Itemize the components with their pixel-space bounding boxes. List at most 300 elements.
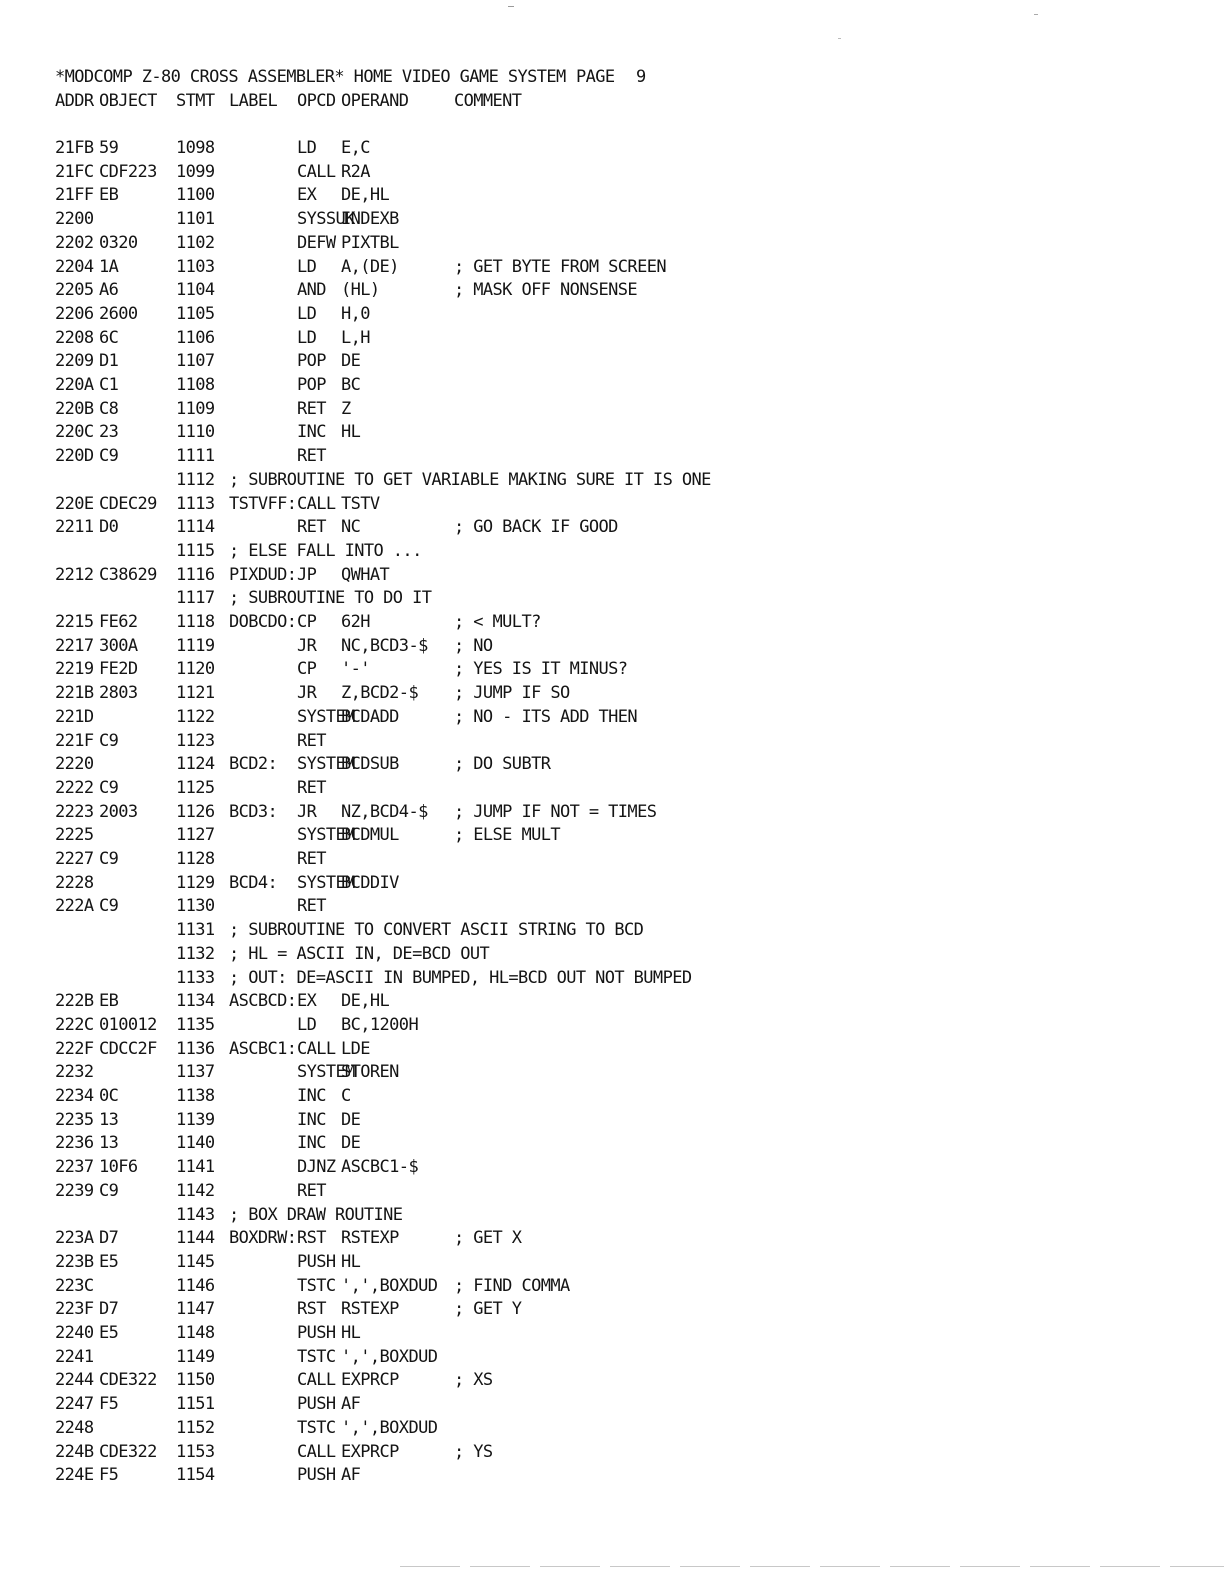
opcode: EX <box>297 185 317 206</box>
object-code: C9 <box>99 1180 119 1201</box>
statement-number: 1098 <box>176 138 215 158</box>
address: 222F <box>55 1038 94 1059</box>
object-code: F5 <box>99 1465 119 1486</box>
address: 2212 <box>55 564 94 585</box>
statement-number: 1110 <box>176 422 215 443</box>
statement-number: 1127 <box>176 825 215 846</box>
opcode: PUSH <box>297 1323 336 1343</box>
listing-line <box>0 398 1224 420</box>
listing-line <box>0 824 1224 846</box>
address: 222C <box>55 1014 94 1035</box>
object-code: 13 <box>99 1109 119 1130</box>
statement-number: 1132 <box>176 943 215 964</box>
opcode: CALL <box>297 1370 336 1391</box>
comment-line: ; SUBROUTINE TO DO IT <box>229 588 432 609</box>
address: 21FC <box>55 161 94 182</box>
column-header-stmt: STMT <box>176 91 215 111</box>
object-code: 6C <box>99 327 119 348</box>
page-number: 9 <box>636 67 646 87</box>
statement-number: 1108 <box>176 375 215 395</box>
object-code: F5 <box>99 1394 119 1415</box>
listing-line <box>0 895 1224 917</box>
statement-number: 1123 <box>176 730 215 751</box>
statement-number: 1099 <box>176 161 215 182</box>
opcode: CALL <box>297 1441 336 1462</box>
address: 21FF <box>55 185 94 206</box>
opcode: INC <box>297 1133 326 1154</box>
address: 2206 <box>55 303 94 324</box>
object-code: EB <box>99 185 119 206</box>
statement-number: 1141 <box>176 1157 215 1178</box>
operand: TSTV <box>341 493 380 514</box>
opcode: RST <box>297 1299 326 1320</box>
statement-number: 1125 <box>176 777 215 798</box>
address: 2220 <box>55 754 94 775</box>
column-header-operand: OPERAND <box>341 91 409 111</box>
statement-number: 1115 <box>176 540 215 561</box>
statement-number: 1149 <box>176 1346 215 1367</box>
opcode: RET <box>297 777 326 798</box>
statement-number: 1135 <box>176 1014 215 1035</box>
statement-number: 1150 <box>176 1370 215 1391</box>
object-code: 59 <box>99 138 119 158</box>
statement-number: 1104 <box>176 280 215 301</box>
statement-number: 1137 <box>176 1062 215 1083</box>
listing-line <box>0 1132 1224 1154</box>
operand: DE,HL <box>341 185 390 206</box>
opcode: DJNZ <box>297 1157 336 1178</box>
address: 2236 <box>55 1133 94 1154</box>
column-header-addr: ADDR <box>55 91 94 111</box>
object-code: 010012 <box>99 1014 157 1035</box>
operand: ASCBC1-$ <box>341 1157 419 1178</box>
statement-number: 1133 <box>176 967 215 988</box>
opcode: TSTC <box>297 1346 336 1367</box>
scan-edge-line <box>400 1566 1224 1567</box>
operand: AF <box>341 1465 361 1486</box>
opcode: LD <box>297 256 317 277</box>
listing-line <box>0 1085 1224 1107</box>
statement-number: 1153 <box>176 1441 215 1462</box>
opcode: EX <box>297 991 317 1012</box>
address: 2248 <box>55 1417 94 1438</box>
object-code: EB <box>99 991 119 1012</box>
statement-number: 1112 <box>176 469 215 490</box>
opcode: DEFW <box>297 232 336 253</box>
opcode: CP <box>297 612 317 632</box>
address: 2204 <box>55 256 94 277</box>
operand: R2A <box>341 161 370 182</box>
opcode: PUSH <box>297 1394 336 1415</box>
statement-number: 1106 <box>176 327 215 348</box>
address: 2215 <box>55 612 94 632</box>
statement-number: 1146 <box>176 1275 215 1296</box>
statement-number: 1100 <box>176 185 215 206</box>
comment: ; ELSE MULT <box>454 825 560 846</box>
statement-number: 1148 <box>176 1323 215 1343</box>
operand: A,(DE) <box>341 256 399 277</box>
address: 220C <box>55 422 94 443</box>
listing-line <box>0 1204 1224 1226</box>
opcode: RET <box>297 730 326 751</box>
label: ASCBCD: <box>229 991 297 1012</box>
page-header <box>0 66 1224 88</box>
object-code: C1 <box>99 375 119 395</box>
operand: ',',BOXDUD <box>341 1346 438 1367</box>
operand: Z <box>341 398 351 419</box>
statement-number: 1128 <box>176 849 215 869</box>
object-code: D7 <box>99 1228 119 1249</box>
comment-line: ; OUT: DE=ASCII IN BUMPED, HL=BCD OUT NOT BUMPED <box>229 967 692 988</box>
statement-number: 1143 <box>176 1204 215 1225</box>
object-code: 2003 <box>99 801 138 822</box>
address: 223A <box>55 1228 94 1249</box>
operand: NC <box>341 517 361 538</box>
statement-number: 1103 <box>176 256 215 277</box>
object-code: FE2D <box>99 659 138 680</box>
comment: ; JUMP IF NOT = TIMES <box>454 801 657 822</box>
opcode: RET <box>297 1180 326 1201</box>
address: 221D <box>55 706 94 727</box>
address: 2208 <box>55 327 94 348</box>
statement-number: 1109 <box>176 398 215 419</box>
listing-line <box>0 777 1224 799</box>
address: 2211 <box>55 517 94 538</box>
listing-line <box>0 1038 1224 1060</box>
object-code: A6 <box>99 280 119 301</box>
statement-number: 1116 <box>176 564 215 585</box>
opcode: RET <box>297 398 326 419</box>
listing-line <box>0 350 1224 372</box>
opcode: CP <box>297 659 317 680</box>
statement-number: 1126 <box>176 801 215 822</box>
operand: BCDADD <box>341 706 399 727</box>
opcode: SYSSUK <box>297 209 355 230</box>
listing-line <box>0 445 1224 467</box>
opcode: LD <box>297 1014 317 1035</box>
address: 2223 <box>55 801 94 822</box>
listing-line <box>0 1298 1224 1320</box>
operand: BCDMUL <box>341 825 399 846</box>
label: BOXDRW: <box>229 1228 297 1249</box>
object-code: 0320 <box>99 232 138 253</box>
operand: DE <box>341 1109 361 1130</box>
address: 2217 <box>55 635 94 656</box>
listing-line <box>0 682 1224 704</box>
comment: ; YES IS IT MINUS? <box>454 659 628 680</box>
statement-number: 1147 <box>176 1299 215 1320</box>
address: 2209 <box>55 351 94 372</box>
object-code: 23 <box>99 422 119 443</box>
listing-line <box>0 184 1224 206</box>
listing-line <box>0 208 1224 230</box>
scan-speck <box>508 6 514 7</box>
listing-line <box>0 1346 1224 1368</box>
statement-number: 1122 <box>176 706 215 727</box>
address: 2202 <box>55 232 94 253</box>
operand: ',',BOXDUD <box>341 1417 438 1438</box>
comment: ; MASK OFF NONSENSE <box>454 280 638 301</box>
object-code: CDE322 <box>99 1370 157 1391</box>
object-code: 1A <box>99 256 119 277</box>
opcode: JR <box>297 801 317 822</box>
operand: HL <box>341 1323 361 1343</box>
address: 2228 <box>55 872 94 893</box>
listing-line <box>0 540 1224 562</box>
listing-line <box>0 516 1224 538</box>
opcode: RET <box>297 446 326 467</box>
page-label: PAGE <box>576 67 615 87</box>
operand: C <box>341 1086 351 1106</box>
address: 2225 <box>55 825 94 846</box>
object-code: D7 <box>99 1299 119 1320</box>
listing-line <box>0 1014 1224 1036</box>
statement-number: 1130 <box>176 896 215 917</box>
address: 222B <box>55 991 94 1012</box>
column-header-object: OBJECT <box>99 91 157 111</box>
comment-line: ; BOX DRAW ROUTINE <box>229 1204 403 1225</box>
listing-line <box>0 990 1224 1012</box>
statement-number: 1114 <box>176 517 215 538</box>
object-code: C9 <box>99 849 119 869</box>
opcode: SYSTEM <box>297 1062 355 1083</box>
address: 224E <box>55 1465 94 1486</box>
address: 223B <box>55 1251 94 1272</box>
opcode: POP <box>297 351 326 372</box>
listing-line <box>0 256 1224 278</box>
column-header-opcd: OPCD <box>297 91 336 111</box>
object-code: D1 <box>99 351 119 372</box>
listing-line <box>0 1180 1224 1202</box>
opcode: RET <box>297 517 326 538</box>
statement-number: 1105 <box>176 303 215 324</box>
listing-line <box>0 848 1224 870</box>
statement-number: 1111 <box>176 446 215 467</box>
listing-line <box>0 706 1224 728</box>
operand: BCDDIV <box>341 872 399 893</box>
object-code: FE62 <box>99 612 138 632</box>
object-code: CDE322 <box>99 1441 157 1462</box>
operand: LDE <box>341 1038 370 1059</box>
listing-line <box>0 1109 1224 1131</box>
label: BCD4: <box>229 872 278 893</box>
address: 222A <box>55 896 94 917</box>
column-header-row <box>0 90 1224 112</box>
statement-number: 1107 <box>176 351 215 372</box>
listing-line <box>0 1227 1224 1249</box>
statement-number: 1120 <box>176 659 215 680</box>
label: BCD3: <box>229 801 278 822</box>
operand: (HL) <box>341 280 380 301</box>
column-header-comment: COMMENT <box>454 91 522 111</box>
opcode: INC <box>297 1086 326 1106</box>
address: 2219 <box>55 659 94 680</box>
listing-line <box>0 872 1224 894</box>
address: 2237 <box>55 1157 94 1178</box>
listing-line <box>0 943 1224 965</box>
comment: ; < MULT? <box>454 612 541 632</box>
address: 223F <box>55 1299 94 1320</box>
object-code: 13 <box>99 1133 119 1154</box>
opcode: JP <box>297 564 317 585</box>
opcode: LD <box>297 138 317 158</box>
listing-title: *MODCOMP Z-80 CROSS ASSEMBLER* HOME VIDEO GAME SYSTEM <box>55 67 566 87</box>
address: 2241 <box>55 1346 94 1367</box>
statement-number: 1154 <box>176 1465 215 1486</box>
opcode: PUSH <box>297 1251 336 1272</box>
operand: STOREN <box>341 1062 399 1083</box>
comment: ; GET X <box>454 1228 522 1249</box>
operand: INDEXB <box>341 209 399 230</box>
comment-line: ; SUBROUTINE TO GET VARIABLE MAKING SURE IT IS ONE <box>229 469 711 490</box>
operand: EXPRCP <box>341 1441 399 1462</box>
listing-line <box>0 801 1224 823</box>
listing-line <box>0 232 1224 254</box>
operand: RSTEXP <box>341 1228 399 1249</box>
address: 2232 <box>55 1062 94 1083</box>
address: 2205 <box>55 280 94 301</box>
object-code: C38629 <box>99 564 157 585</box>
statement-number: 1151 <box>176 1394 215 1415</box>
opcode: INC <box>297 1109 326 1130</box>
listing-line <box>0 493 1224 515</box>
label: PIXDUD: <box>229 564 297 585</box>
listing-line <box>0 1251 1224 1273</box>
listing-line <box>0 421 1224 443</box>
object-code: 10F6 <box>99 1157 138 1178</box>
comment-line: ; SUBROUTINE TO CONVERT ASCII STRING TO BCD <box>229 920 644 941</box>
listing-line <box>0 161 1224 183</box>
address: 2227 <box>55 849 94 869</box>
listing-line <box>0 1393 1224 1415</box>
operand: NZ,BCD4-$ <box>341 801 428 822</box>
operand: PIXTBL <box>341 232 399 253</box>
operand: E,C <box>341 138 370 158</box>
operand: H,0 <box>341 303 370 324</box>
statement-number: 1144 <box>176 1228 215 1249</box>
address: 2240 <box>55 1323 94 1343</box>
address: 220B <box>55 398 94 419</box>
opcode: JR <box>297 635 317 656</box>
statement-number: 1145 <box>176 1251 215 1272</box>
statement-number: 1113 <box>176 493 215 514</box>
scan-speck <box>838 38 841 39</box>
opcode: SYSTEM <box>297 825 355 846</box>
statement-number: 1142 <box>176 1180 215 1201</box>
label: BCD2: <box>229 754 278 775</box>
opcode: SYSTEM <box>297 706 355 727</box>
object-code: 300A <box>99 635 138 656</box>
listing-line <box>0 1369 1224 1391</box>
object-code: D0 <box>99 517 119 538</box>
listing-line <box>0 469 1224 491</box>
statement-number: 1101 <box>176 209 215 230</box>
operand: EXPRCP <box>341 1370 399 1391</box>
statement-number: 1119 <box>176 635 215 656</box>
opcode: JR <box>297 683 317 704</box>
statement-number: 1124 <box>176 754 215 775</box>
opcode: INC <box>297 422 326 443</box>
statement-number: 1138 <box>176 1086 215 1106</box>
listing-line <box>0 303 1224 325</box>
opcode: AND <box>297 280 326 301</box>
statement-number: 1136 <box>176 1038 215 1059</box>
operand: HL <box>341 422 361 443</box>
listing-line <box>0 919 1224 941</box>
opcode: CALL <box>297 1038 336 1059</box>
operand: QWHAT <box>341 564 390 585</box>
comment-line: ; ELSE FALL INTO ... <box>229 540 422 561</box>
operand: RSTEXP <box>341 1299 399 1320</box>
comment: ; XS <box>454 1370 493 1391</box>
listing-line <box>0 611 1224 633</box>
comment: ; JUMP IF SO <box>454 683 570 704</box>
opcode: SYSTEM <box>297 754 355 775</box>
comment: ; GET BYTE FROM SCREEN <box>454 256 666 277</box>
opcode: RST <box>297 1228 326 1249</box>
object-code: C9 <box>99 730 119 751</box>
object-code: C9 <box>99 777 119 798</box>
address: 2200 <box>55 209 94 230</box>
operand: L,H <box>341 327 370 348</box>
statement-number: 1134 <box>176 991 215 1012</box>
listing-line <box>0 1441 1224 1463</box>
comment: ; GET Y <box>454 1299 522 1320</box>
operand: ',',BOXDUD <box>341 1275 438 1296</box>
statement-number: 1118 <box>176 612 215 632</box>
opcode: RET <box>297 896 326 917</box>
operand: AF <box>341 1394 361 1415</box>
label: TSTVFF: <box>229 493 297 514</box>
listing-line <box>0 635 1224 657</box>
comment: ; FIND COMMA <box>454 1275 570 1296</box>
opcode: POP <box>297 375 326 395</box>
object-code: 0C <box>99 1086 119 1106</box>
object-code: CDF223 <box>99 161 157 182</box>
object-code: E5 <box>99 1323 119 1343</box>
listing-line <box>0 1464 1224 1486</box>
address: 21FB <box>55 138 94 158</box>
object-code: CDCC2F <box>99 1038 157 1059</box>
listing-line <box>0 327 1224 349</box>
address: 2247 <box>55 1394 94 1415</box>
listing-line <box>0 587 1224 609</box>
object-code: C8 <box>99 398 119 419</box>
address: 224B <box>55 1441 94 1462</box>
statement-number: 1117 <box>176 588 215 609</box>
listing-line <box>0 1061 1224 1083</box>
listing-line <box>0 374 1224 396</box>
operand: DE <box>341 1133 361 1154</box>
opcode: CALL <box>297 161 336 182</box>
operand: HL <box>341 1251 361 1272</box>
statement-number: 1129 <box>176 872 215 893</box>
address: 223C <box>55 1275 94 1296</box>
listing-line <box>0 967 1224 989</box>
listing-line <box>0 137 1224 159</box>
opcode: LD <box>297 303 317 324</box>
opcode: SYSTEM <box>297 872 355 893</box>
object-code: C9 <box>99 446 119 467</box>
operand: BC <box>341 375 361 395</box>
operand: DE,HL <box>341 991 390 1012</box>
object-code: C9 <box>99 896 119 917</box>
address: 220E <box>55 493 94 514</box>
comment: ; NO - ITS ADD THEN <box>454 706 638 727</box>
comment: ; GO BACK IF GOOD <box>454 517 618 538</box>
label: ASCBC1: <box>229 1038 297 1059</box>
statement-number: 1131 <box>176 920 215 941</box>
